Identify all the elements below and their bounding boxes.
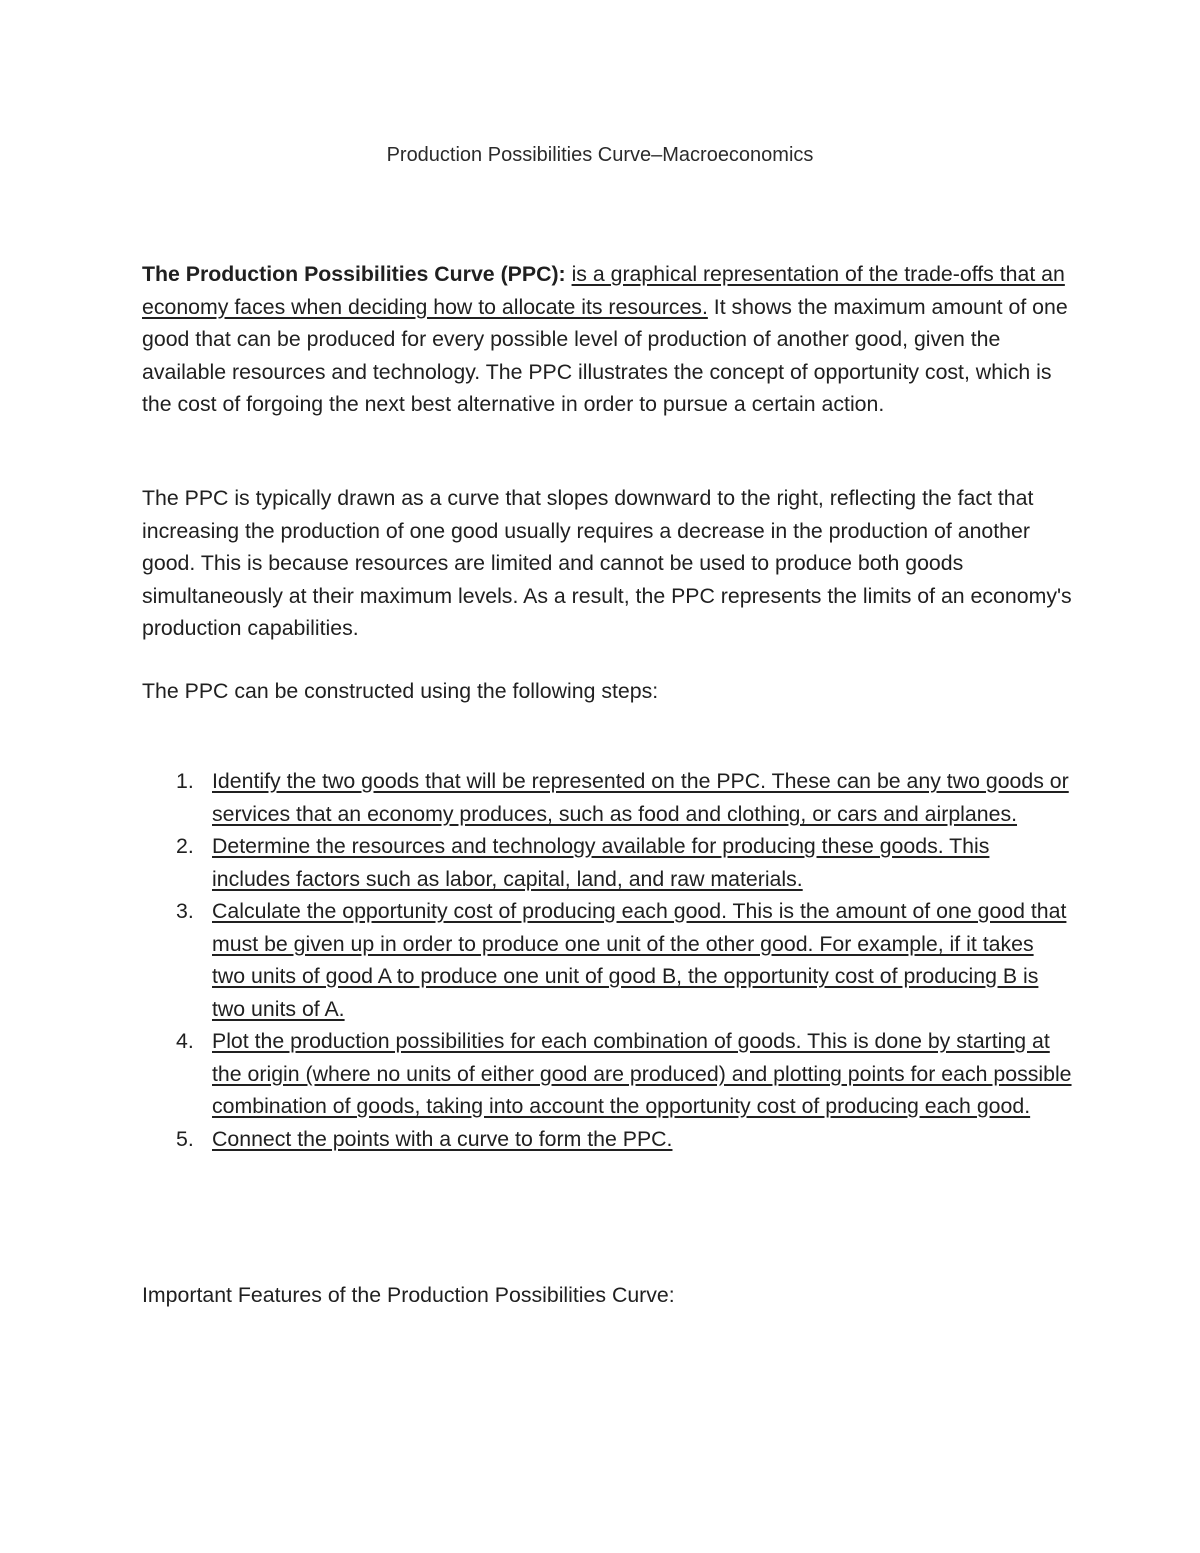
features-heading: Important Features of the Production Possibilities Curve: (142, 1283, 675, 1307)
list-item (142, 895, 1072, 1025)
step-number: 4. (176, 1029, 194, 1053)
step-number: 2. (176, 834, 194, 858)
list-item (142, 765, 1072, 830)
list-item (142, 1123, 1072, 1156)
list-item (142, 1025, 1072, 1123)
step-number: 5. (176, 1126, 194, 1151)
step-text: Plot the production possibilities for each combination of goods. This is done by starting at the origin (where no units of either good are produced) and plotting points for each possible combination of goods, taking into account the opportunity cost of producing each good. (212, 1029, 1072, 1118)
step-number: 3. (176, 899, 194, 923)
ppc-definition-paragraph (142, 258, 1072, 421)
step-text: Determine the resources and technology available for producing these goods. This includes factors such as labor, capital, land, and raw materials. (212, 834, 990, 891)
step-text: Identify the two goods that will be represented on the PPC. These can be any two goods or services that an economy produces, such as food and clothing, or cars and airplanes. (212, 769, 1069, 826)
document-title: Production Possibilities Curve–Macroeconomics (386, 144, 814, 166)
list-item (142, 830, 1072, 895)
step-text: Calculate the opportunity cost of producing each good. This is the amount of one good that must be given up in order to produce one unit of the other good. For example, if it takes two units of good A to produce one unit of good B, the opportunity cost of producing B is two units of A. (212, 899, 1067, 1021)
step-number: 1. (176, 769, 194, 793)
step-text: Connect the points with a curve to form the PPC. (212, 1126, 673, 1151)
ppc-term: The Production Possibilities Curve (PPC): (142, 262, 566, 286)
steps-intro: The PPC can be constructed using the following steps: (142, 679, 659, 703)
construction-steps-list (142, 765, 1072, 1155)
ppc-slope-paragraph: The PPC is typically drawn as a curve that slopes downward to the right, reflecting the fact that increasing the production of one good usually requires a decrease in the production of another good. This is because resources are limited and cannot be used to produce both goods simultaneously at their maximum levels. As a result, the PPC represents the limits of an economy's production capabilities. (142, 486, 1072, 640)
ppc-definition: is a graphical representation of the trade-offs that an economy faces when deciding how to allocate its resources. (142, 262, 1065, 319)
ppc-definition-rest: It shows the maximum amount of one good that can be produced for every possible level of production of another good, given the available resources and technology. The PPC illustrates the concept of opportunity cost, which is the cost of forgoing the next best alternative in order to pursue a certain action. (142, 294, 1068, 416)
